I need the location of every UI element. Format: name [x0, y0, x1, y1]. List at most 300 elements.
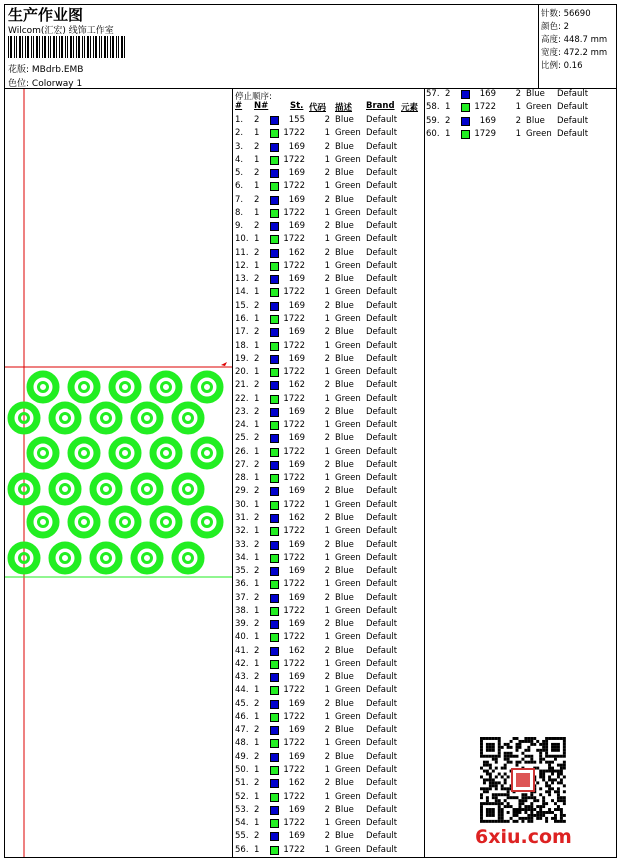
- row-brand: Default: [366, 287, 398, 298]
- row-brand: Default: [366, 658, 398, 669]
- table-row: [426, 128, 616, 141]
- row-stitches: 169: [288, 353, 305, 364]
- row-description: Blue: [335, 566, 354, 577]
- row-stitches: 1722: [283, 287, 305, 298]
- row-stitches: 1722: [283, 579, 305, 590]
- qr-module: [504, 758, 507, 761]
- embroidery-ring-center: [61, 554, 70, 563]
- qr-module: [536, 781, 539, 784]
- row-brand: Default: [366, 645, 398, 656]
- row-stitches: 1729: [474, 128, 496, 139]
- embroidery-ring-center: [184, 414, 193, 423]
- qr-module: [536, 817, 539, 820]
- row-index: 9.: [235, 221, 244, 232]
- qr-module: [480, 743, 483, 746]
- qr-module: [542, 799, 545, 802]
- qr-module: [486, 796, 489, 799]
- qr-module: [498, 817, 501, 820]
- qr-module: [498, 781, 501, 784]
- table-row: [235, 406, 424, 419]
- row-brand: Default: [366, 672, 398, 683]
- table-row: [235, 260, 424, 273]
- qr-module: [510, 755, 513, 758]
- qr-module: [554, 814, 557, 817]
- qr-module: [504, 781, 507, 784]
- qr-module: [542, 740, 545, 743]
- row-needle: 1: [254, 260, 260, 271]
- qr-module: [548, 737, 551, 740]
- row-stitches: 1722: [283, 367, 305, 378]
- row-needle: 1: [254, 181, 260, 192]
- qr-module: [560, 764, 563, 767]
- row-needle: 1: [254, 313, 260, 324]
- qr-module: [557, 749, 560, 752]
- qr-module: [560, 811, 563, 814]
- qr-module: [548, 775, 551, 778]
- row-code: 1: [324, 446, 330, 457]
- embroidery-ring: [175, 476, 201, 502]
- qr-module: [510, 752, 513, 755]
- qr-module: [563, 752, 566, 755]
- qr-module: [507, 752, 510, 755]
- row-code: 1: [324, 711, 330, 722]
- row-index: 53.: [235, 804, 249, 815]
- row-needle: 1: [254, 658, 260, 669]
- barcode-bar: [70, 36, 72, 58]
- qr-module: [563, 737, 566, 740]
- row-brand: Default: [366, 340, 398, 351]
- row-description: Green: [335, 658, 361, 669]
- embroidery-ring: [134, 476, 160, 502]
- row-description: Green: [335, 526, 361, 537]
- row-brand: Default: [366, 420, 398, 431]
- row-code: 2: [324, 778, 330, 789]
- table-row: [235, 366, 424, 379]
- row-stitches: 162: [288, 247, 305, 258]
- row-needle: 1: [254, 765, 260, 776]
- qr-module: [501, 820, 504, 823]
- qr-module: [486, 787, 489, 790]
- qr-module: [548, 778, 551, 781]
- row-index: 25.: [235, 433, 249, 444]
- qr-module: [551, 811, 554, 814]
- qr-module: [504, 799, 507, 802]
- row-needle: 2: [254, 459, 260, 470]
- qr-module: [563, 746, 566, 749]
- qr-module: [563, 743, 566, 746]
- qr-module: [507, 802, 510, 805]
- table-row: [235, 432, 424, 445]
- qr-module: [492, 758, 495, 761]
- table-row: [235, 233, 424, 246]
- table-row: [235, 127, 424, 140]
- qr-module: [486, 755, 489, 758]
- row-description: Blue: [335, 221, 354, 232]
- color-swatch: [270, 434, 279, 443]
- design-height: 高度: 448.7 mm: [541, 35, 608, 45]
- row-brand: Default: [366, 207, 398, 218]
- qr-module: [533, 814, 536, 817]
- qr-module: [498, 746, 501, 749]
- qr-module: [560, 817, 563, 820]
- origin-marker-icon: [221, 362, 227, 366]
- qr-module: [548, 770, 551, 773]
- row-stitches: 169: [479, 115, 496, 126]
- row-needle: 2: [254, 751, 260, 762]
- qr-module: [542, 805, 545, 808]
- col-header-needle: N#: [254, 101, 269, 111]
- qr-module: [498, 743, 501, 746]
- qr-module: [521, 796, 524, 799]
- row-brand: Default: [366, 194, 398, 205]
- qr-module: [492, 802, 495, 805]
- qr-module: [521, 758, 524, 761]
- qr-module: [545, 784, 548, 787]
- barcode-bar: [90, 36, 91, 58]
- row-code: 1: [324, 367, 330, 378]
- qr-module: [560, 737, 563, 740]
- qr-module: [480, 787, 483, 790]
- embroidery-ring: [30, 509, 56, 535]
- qr-module: [486, 814, 489, 817]
- row-index: 40.: [235, 632, 249, 643]
- design-preview: [5, 89, 232, 857]
- color-swatch: [461, 103, 470, 112]
- row-description: Green: [335, 340, 361, 351]
- barcode-bar: [10, 36, 12, 58]
- row-stitches: 1722: [283, 791, 305, 802]
- embroidery-ring: [153, 509, 179, 535]
- row-description: Green: [526, 128, 552, 139]
- qr-module: [563, 764, 566, 767]
- row-index: 14.: [235, 287, 249, 298]
- row-brand: Default: [366, 804, 398, 815]
- qr-module: [542, 775, 545, 778]
- row-index: 21.: [235, 380, 249, 391]
- qr-module: [524, 796, 527, 799]
- qr-module: [557, 790, 560, 793]
- color-swatch: [270, 620, 279, 629]
- color-swatch: [270, 368, 279, 377]
- qr-module: [527, 761, 530, 764]
- embroidery-ring-center: [61, 414, 70, 423]
- qr-module: [504, 764, 507, 767]
- color-swatch: [270, 527, 279, 536]
- barcode-bar: [101, 36, 102, 58]
- row-index: 3.: [235, 141, 244, 152]
- qr-module: [486, 770, 489, 773]
- qr-module: [504, 752, 507, 755]
- color-swatch: [270, 288, 279, 297]
- qr-module: [539, 793, 542, 796]
- row-description: Blue: [335, 327, 354, 338]
- qr-module: [551, 761, 554, 764]
- row-needle: 1: [254, 632, 260, 643]
- row-stitches: 1722: [283, 234, 305, 245]
- color-swatch: [270, 594, 279, 603]
- colorway: 色位: Colorway 1: [8, 79, 83, 89]
- qr-module: [551, 743, 554, 746]
- qr-module: [557, 799, 560, 802]
- qr-module: [516, 746, 519, 749]
- row-stitches: 1722: [283, 526, 305, 537]
- row-needle: 1: [254, 791, 260, 802]
- qr-module: [498, 755, 501, 758]
- qr-module: [510, 817, 513, 820]
- col-header-brand: Brand: [366, 101, 395, 111]
- row-brand: Default: [366, 738, 398, 749]
- row-needle: 2: [254, 274, 260, 285]
- qr-module: [524, 761, 527, 764]
- qr-module: [501, 793, 504, 796]
- qr-module: [495, 784, 498, 787]
- qr-module: [513, 796, 516, 799]
- barcode-bar: [14, 36, 15, 58]
- row-stitches: 162: [288, 645, 305, 656]
- qr-module: [498, 820, 501, 823]
- row-needle: 1: [254, 738, 260, 749]
- qr-module: [492, 749, 495, 752]
- qr-module: [513, 755, 516, 758]
- row-needle: 1: [445, 128, 451, 139]
- row-stitches: 169: [479, 89, 496, 99]
- row-needle: 1: [254, 154, 260, 165]
- barcode-bar: [48, 36, 49, 58]
- qr-module: [489, 811, 492, 814]
- color-swatch: [270, 832, 279, 841]
- row-index: 17.: [235, 327, 249, 338]
- qr-module: [521, 817, 524, 820]
- qr-module: [486, 778, 489, 781]
- qr-module: [480, 755, 483, 758]
- row-brand: Default: [366, 698, 398, 709]
- row-brand: Default: [366, 128, 398, 139]
- row-brand: Default: [366, 367, 398, 378]
- row-stitches: 1722: [283, 552, 305, 563]
- row-brand: Default: [366, 380, 398, 391]
- qr-module: [507, 761, 510, 764]
- qr-module: [486, 749, 489, 752]
- color-swatch: [270, 766, 279, 775]
- row-description: Green: [335, 632, 361, 643]
- qr-module: [551, 781, 554, 784]
- embroidery-ring: [194, 509, 220, 535]
- table-row: [235, 194, 424, 207]
- row-stitches: 1722: [283, 313, 305, 324]
- qr-module: [498, 814, 501, 817]
- row-index: 19.: [235, 353, 249, 364]
- qr-module: [507, 820, 510, 823]
- qr-module: [536, 799, 539, 802]
- qr-module: [480, 793, 483, 796]
- qr-module: [501, 808, 504, 811]
- qr-module: [516, 749, 519, 752]
- qr-module: [563, 767, 566, 770]
- qr-module: [563, 740, 566, 743]
- qr-module: [545, 746, 548, 749]
- qr-module: [557, 793, 560, 796]
- row-code: 1: [324, 499, 330, 510]
- qr-module: [554, 817, 557, 820]
- row-index: 34.: [235, 552, 249, 563]
- row-code: 2: [515, 115, 521, 126]
- row-stitches: 1722: [283, 738, 305, 749]
- table-row: [235, 313, 424, 326]
- qr-module: [518, 805, 521, 808]
- col-header-stitches: St.: [290, 101, 304, 111]
- qr-module: [545, 740, 548, 743]
- row-needle: 2: [254, 168, 260, 179]
- qr-module: [495, 802, 498, 805]
- qr-module: [542, 749, 545, 752]
- qr-module: [563, 802, 566, 805]
- row-brand: Default: [366, 619, 398, 630]
- embroidery-ring-center: [61, 485, 70, 494]
- table-row: [235, 698, 424, 711]
- table-row: [235, 273, 424, 286]
- row-stitches: 1722: [283, 393, 305, 404]
- qr-module: [530, 796, 533, 799]
- embroidery-ring: [52, 476, 78, 502]
- row-stitches: 1722: [283, 844, 305, 855]
- qr-module: [551, 749, 554, 752]
- row-stitches: 1722: [474, 102, 496, 113]
- barcode-bar: [27, 36, 29, 58]
- barcode-bar: [61, 36, 63, 58]
- row-code: 2: [324, 645, 330, 656]
- qr-module: [495, 799, 498, 802]
- color-swatch: [270, 315, 279, 324]
- qr-module: [513, 808, 516, 811]
- embroidery-ring-center: [102, 554, 111, 563]
- color-swatch: [270, 196, 279, 205]
- row-brand: Default: [366, 791, 398, 802]
- qr-module: [489, 767, 492, 770]
- qr-module: [507, 755, 510, 758]
- qr-module: [501, 775, 504, 778]
- color-swatch: [270, 713, 279, 722]
- qr-module: [524, 817, 527, 820]
- qr-module: [527, 814, 530, 817]
- qr-module: [524, 811, 527, 814]
- color-swatch: [270, 262, 279, 271]
- qr-module: [557, 808, 560, 811]
- table-row: [235, 658, 424, 671]
- row-brand: Default: [366, 579, 398, 590]
- row-index: 44.: [235, 685, 249, 696]
- qr-module: [530, 793, 533, 796]
- qr-module: [504, 755, 507, 758]
- row-stitches: 169: [288, 221, 305, 232]
- row-needle: 2: [254, 778, 260, 789]
- qr-module: [510, 805, 513, 808]
- row-stitches: 162: [288, 778, 305, 789]
- design-width: 宽度: 472.2 mm: [541, 48, 608, 58]
- color-swatch: [461, 130, 470, 139]
- row-needle: 2: [254, 566, 260, 577]
- qr-module: [539, 752, 542, 755]
- row-needle: 1: [254, 128, 260, 139]
- qr-module: [492, 814, 495, 817]
- qr-module: [504, 778, 507, 781]
- row-description: Green: [335, 685, 361, 696]
- qr-module: [492, 796, 495, 799]
- table-row: [235, 711, 424, 724]
- qr-module: [551, 787, 554, 790]
- row-description: Green: [335, 446, 361, 457]
- qr-module: [548, 793, 551, 796]
- row-index: 1.: [235, 115, 244, 125]
- embroidery-ring-center: [102, 414, 111, 423]
- row-index: 5.: [235, 168, 244, 179]
- qr-module: [510, 740, 513, 743]
- qr-module: [524, 749, 527, 752]
- embroidery-ring: [134, 405, 160, 431]
- embroidery-ring: [194, 440, 220, 466]
- qr-module: [516, 755, 519, 758]
- qr-module: [542, 811, 545, 814]
- row-needle: 1: [445, 102, 451, 113]
- qr-module: [516, 761, 519, 764]
- qr-module: [530, 737, 533, 740]
- row-code: 2: [324, 751, 330, 762]
- color-swatch: [270, 143, 279, 152]
- qr-module: [486, 746, 489, 749]
- qr-module: [504, 820, 507, 823]
- qr-module: [560, 778, 563, 781]
- row-description: Green: [335, 128, 361, 139]
- row-code: 2: [515, 89, 521, 99]
- table-row: [235, 592, 424, 605]
- row-description: Blue: [335, 672, 354, 683]
- qr-module: [533, 796, 536, 799]
- qr-module: [548, 761, 551, 764]
- qr-module: [498, 793, 501, 796]
- table-row: [426, 115, 616, 128]
- qr-module: [524, 805, 527, 808]
- qr-module: [486, 743, 489, 746]
- embroidery-ring-center: [162, 449, 171, 458]
- row-description: Green: [335, 367, 361, 378]
- row-index: 18.: [235, 340, 249, 351]
- qr-module: [504, 773, 507, 776]
- row-index: 35.: [235, 566, 249, 577]
- row-brand: Default: [366, 154, 398, 165]
- row-description: Green: [335, 552, 361, 563]
- row-needle: 1: [254, 234, 260, 245]
- qr-module: [492, 811, 495, 814]
- row-description: Blue: [335, 300, 354, 311]
- row-description: Blue: [335, 115, 354, 125]
- row-description: Green: [335, 605, 361, 616]
- qr-module: [539, 749, 542, 752]
- row-code: 2: [324, 592, 330, 603]
- qr-module: [557, 770, 560, 773]
- row-stitches: 1722: [283, 128, 305, 139]
- row-brand: Default: [366, 247, 398, 258]
- barcode-bar: [16, 36, 17, 58]
- barcode-bar: [56, 36, 57, 58]
- row-code: 2: [324, 725, 330, 736]
- qr-module: [504, 787, 507, 790]
- qr-module: [510, 746, 513, 749]
- color-swatch: [270, 209, 279, 218]
- row-code: 2: [324, 274, 330, 285]
- row-stitches: 1722: [283, 685, 305, 696]
- qr-module: [518, 799, 521, 802]
- color-swatch: [270, 753, 279, 762]
- qr-module: [533, 808, 536, 811]
